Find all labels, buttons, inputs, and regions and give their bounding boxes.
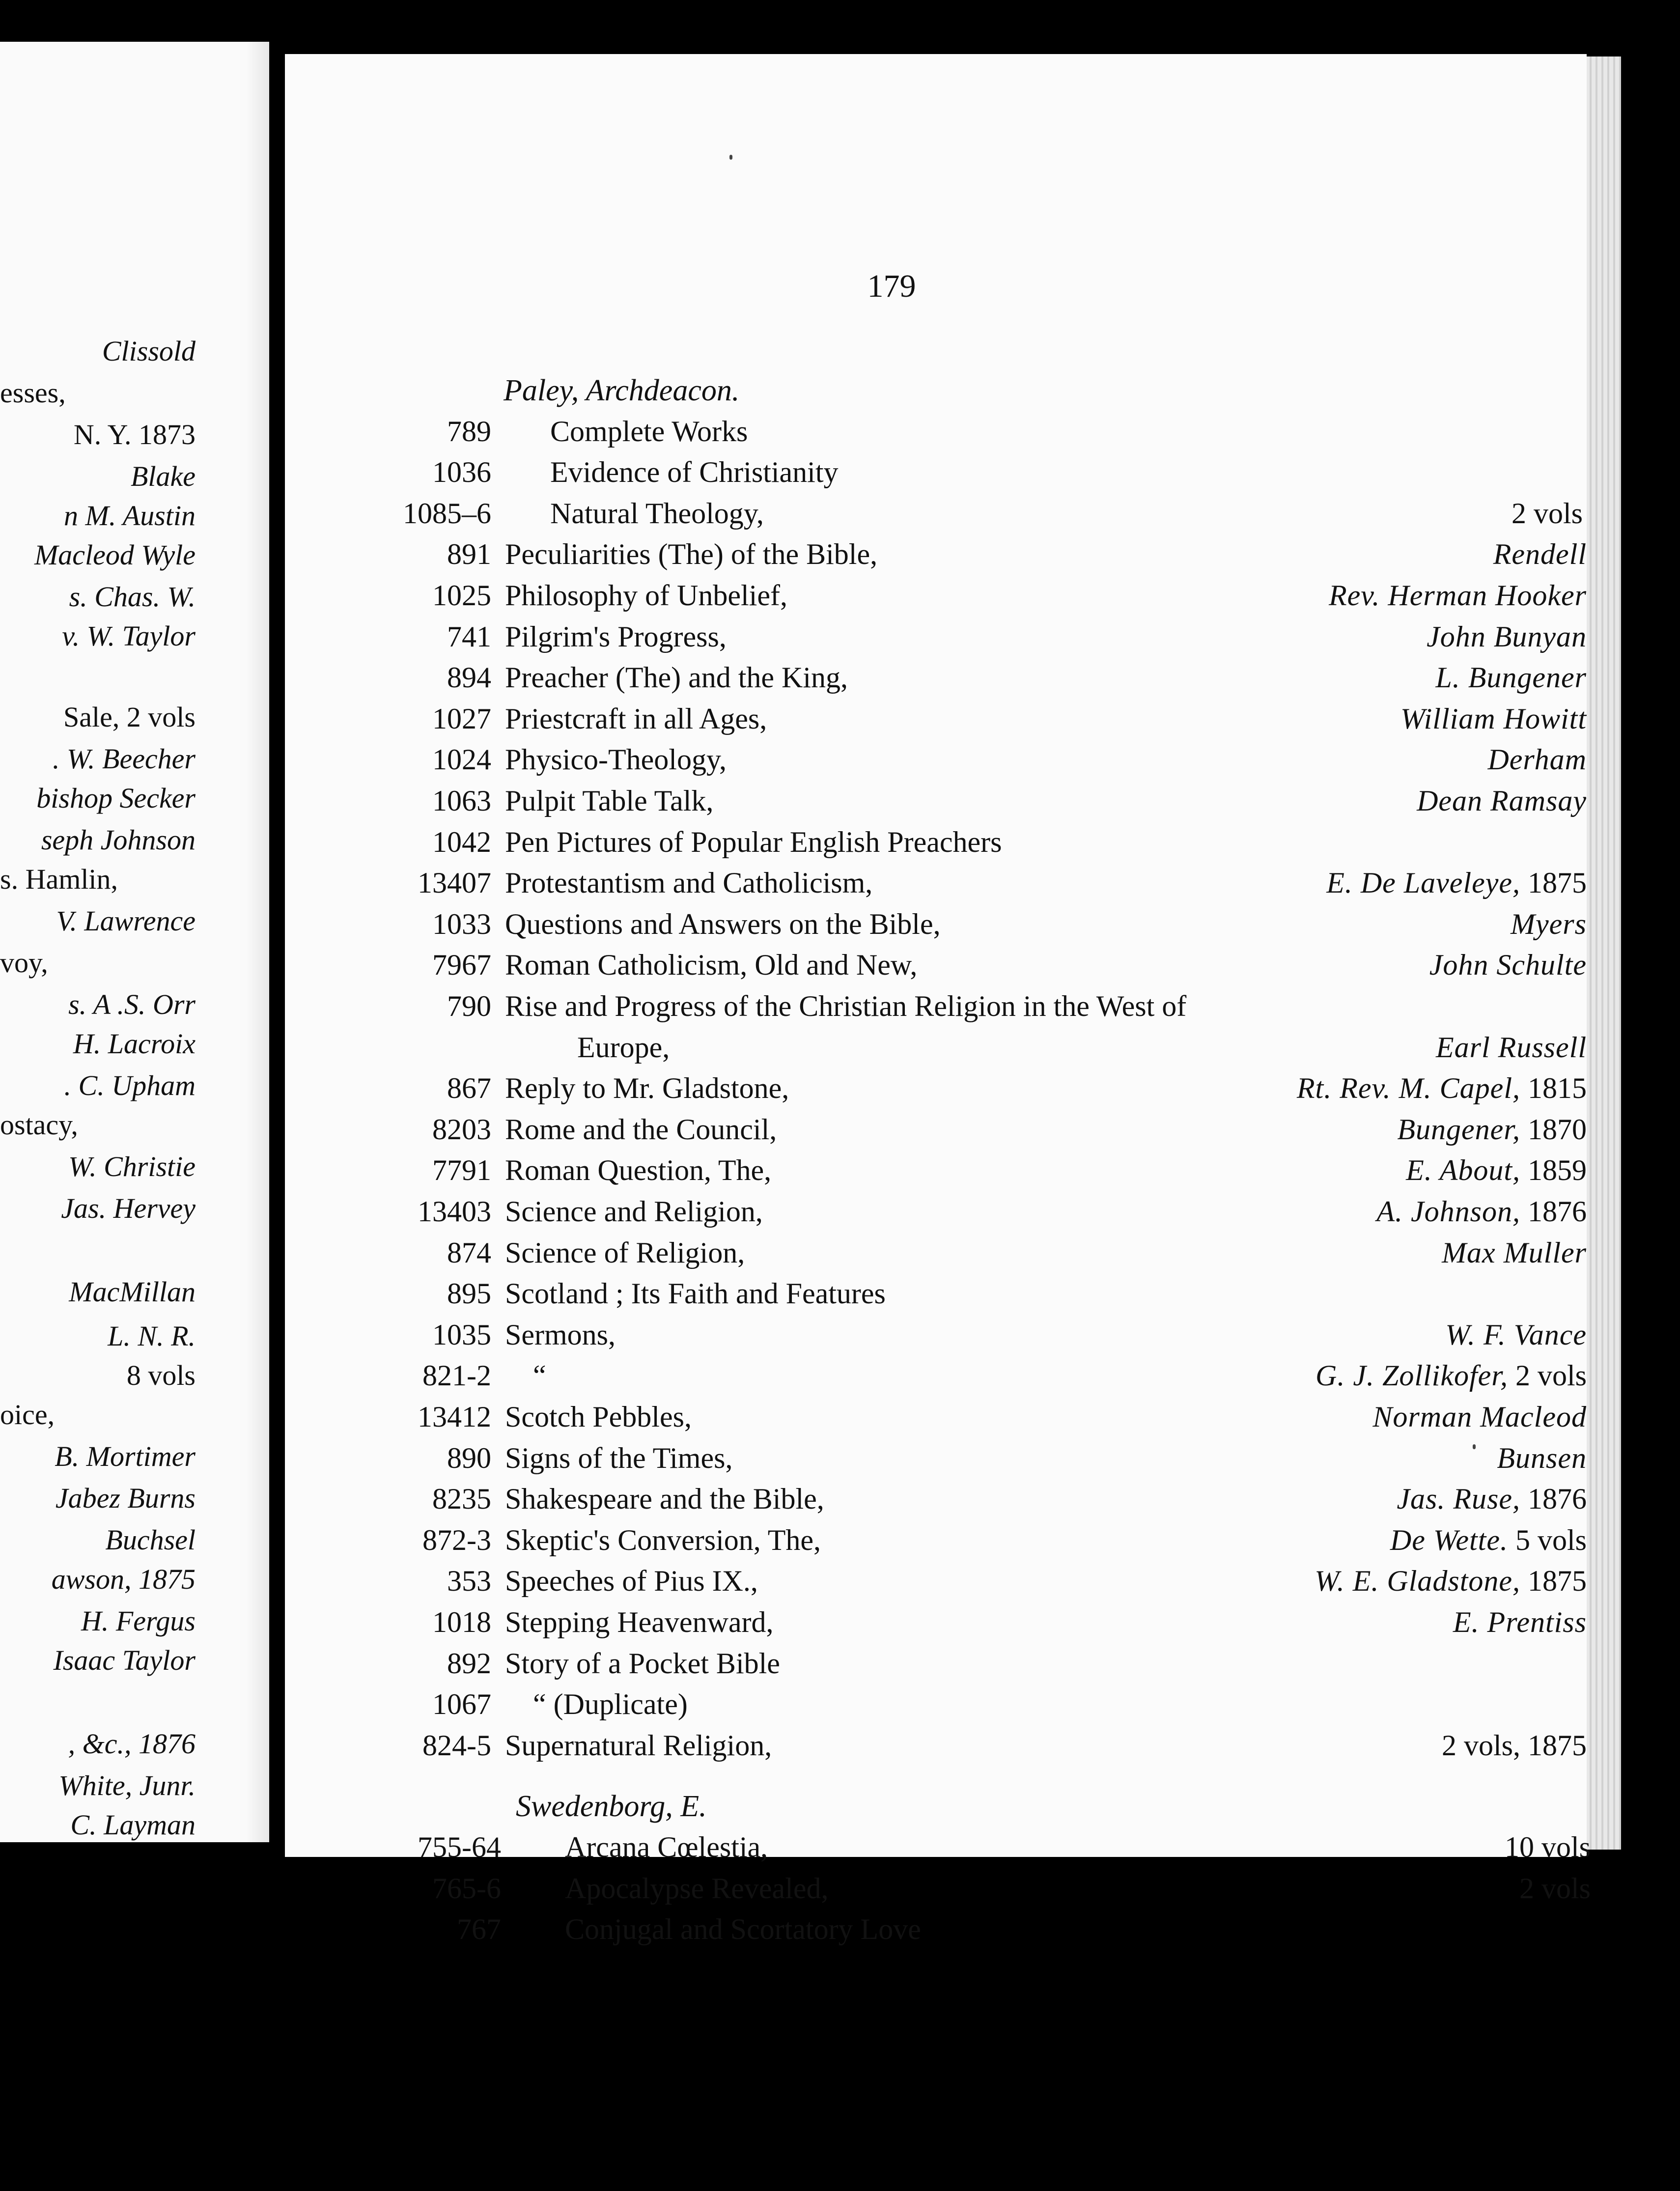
author-detail: 5 vols [1508,1523,1587,1556]
entry-author [1487,743,1587,777]
facing-page-line: oice, [0,1399,55,1431]
entry-title: Philosophy of Unbelief, [505,579,787,612]
author-detail: 2 vols [1519,1872,1591,1905]
catalogue-number: 1033 [432,907,491,940]
entry-author [1442,1236,1587,1270]
catalogue-number: 1035 [432,1318,491,1351]
entry-author [1397,1113,1587,1147]
catalogue-number: 1085–6 [403,497,491,530]
catalogue-number: 1042 [432,825,491,858]
catalogue-entry [285,1482,1587,1523]
author-name: De Wette. [1390,1523,1508,1556]
catalogue-number: 874 [447,1236,491,1269]
catalogue-number: 13403 [418,1195,491,1228]
catalogue-entry [285,1153,1587,1195]
author-detail: 1876 [1520,1195,1587,1228]
ink-speck [729,155,732,160]
entry-author [1397,1482,1587,1516]
catalogue-entry [285,1872,1591,1913]
facing-page-line: C. Layman [70,1809,196,1841]
entry-author [1429,948,1587,982]
facing-page-line: . C. Upham [64,1069,196,1101]
facing-page-line: esses, [0,377,66,409]
catalogue-number: 821-2 [422,1359,491,1392]
facing-page-line: Blake [130,460,196,492]
catalogue-entry [285,1830,1591,1872]
catalogue-entry [285,1277,1587,1318]
author-name: Derham [1487,743,1587,776]
catalogue-entry [285,907,1587,949]
entry-author [1453,1605,1587,1639]
entry-title: Signs of the Times, [505,1441,733,1474]
catalogue-entry [285,1195,1587,1236]
entry-author [1442,1729,1587,1763]
author-name: L. Bungener [1435,661,1587,694]
catalogue-number: 867 [447,1072,491,1105]
catalogue-entry [285,784,1587,825]
catalogue-page [285,54,1591,1946]
facing-page-line: Sale, 2 vols [63,701,196,733]
entry-title: Complete Works [550,415,748,448]
catalogue-number: 872-3 [422,1523,491,1556]
author-name: Rendell [1493,538,1587,571]
facing-page-line: s. Chas. W. [69,581,196,613]
catalogue-number: 767 [457,1913,501,1946]
catalogue-entry [285,1359,1587,1400]
facing-page-line: bishop Secker [36,782,196,814]
entry-title: “ (Duplicate) [533,1688,688,1721]
entry-title: Physico-Theology, [505,743,727,776]
author-detail: 1870 [1520,1113,1587,1146]
catalogue-entry [285,1031,1587,1072]
facing-page-line: , &c., 1876 [68,1728,196,1760]
entry-title: Europe, [577,1031,670,1064]
entry-title: “ [533,1359,546,1392]
author-detail: 1815 [1520,1072,1587,1105]
catalogue-entry [285,1912,1587,1954]
entry-author [1512,497,1583,531]
catalogue-number: 755-64 [418,1831,501,1863]
author-name: Bunsen [1497,1441,1587,1474]
catalogue-entry [285,537,1587,579]
page-number: 179 [867,268,916,304]
catalogue-number: 1063 [432,785,491,817]
facing-page-line: Isaac Taylor [53,1644,196,1676]
catalogue-entry [285,743,1587,784]
author-name: Dean Ramsay [1417,785,1587,817]
entry-author [1315,1564,1587,1598]
catalogue-entry [285,1071,1587,1113]
author-detail: 1875 [1520,1565,1587,1598]
facing-page-line: v. W. Taylor [62,620,196,652]
entry-title: Reply to Mr. Gladstone, [505,1072,789,1105]
facing-page-line: ostacy, [0,1109,78,1141]
catalogue-number: 353 [447,1565,491,1598]
entry-title: Shakespeare and the Bible, [505,1483,824,1516]
entry-author [1493,537,1587,571]
author-detail: 2 vols, 1875 [1441,1729,1587,1762]
author-name: Myers [1511,907,1587,940]
catalogue-number: 789 [447,415,491,448]
author-name: Bungener, [1397,1113,1520,1146]
entry-title: Speeches of Pius IX., [505,1565,758,1598]
catalogue-number: 765-6 [432,1872,501,1905]
author-name: W. E. Gladstone, [1315,1565,1520,1598]
catalogue-entry [285,1523,1587,1565]
catalogue-number: 1036 [432,456,491,489]
entry-author [1436,1031,1587,1065]
facing-page-line: s. A .S. Orr [68,988,196,1020]
catalogue-number: 890 [447,1441,491,1474]
catalogue-number: 790 [447,990,491,1022]
author-name: A. Johnson, [1376,1195,1520,1228]
author-name: Rev. Herman Hooker [1328,579,1587,612]
author-name: Jas. Ruse, [1397,1483,1520,1516]
catalogue-entry [285,1687,1587,1729]
catalogue-entry [285,989,1587,1031]
entry-title: Story of a Pocket Bible [505,1647,780,1680]
author-name: G. J. Zollikofer, [1315,1359,1508,1392]
entry-title: Skeptic's Conversion, The, [505,1523,821,1556]
catalogue-number: 8235 [432,1483,491,1516]
facing-page-line: H. Lacroix [73,1028,196,1060]
author-detail: 10 vols [1504,1831,1591,1863]
author-name: E. Prentiss [1453,1606,1587,1638]
catalogue-entry [285,1647,1587,1688]
entry-author [1297,1071,1587,1105]
entry-title: Stepping Heavenward, [505,1606,774,1638]
entry-author [1497,1441,1587,1475]
entry-author [1400,702,1587,736]
facing-page-line: Clissold [102,335,196,367]
catalogue-entry [285,455,1587,497]
facing-page-line: n M. Austin [64,500,196,532]
facing-page-line: voy, [0,947,48,979]
catalogue-number: 1025 [432,579,491,612]
author-name: W. F. Vance [1445,1318,1587,1351]
entry-title: Roman Catholicism, Old and New, [505,949,918,982]
author-name: Norman Macleod [1372,1401,1587,1433]
catalogue-number: 13412 [418,1401,491,1433]
entry-title: Arcana Cœlestia, [565,1831,768,1863]
entry-author [1511,907,1587,941]
catalogue-entry [285,702,1587,743]
facing-page-line: 8 vols [126,1359,196,1391]
catalogue-entry [285,661,1587,702]
catalogue-entry [285,1729,1587,1770]
facing-page-line: N. Y. 1873 [73,419,196,450]
entry-author [1505,1830,1591,1864]
entry-author [1445,1318,1587,1352]
facing-page-line: awson, 1875 [51,1563,196,1595]
author-name: E. De Laveleye, [1326,867,1520,899]
facing-page-line: White, Junr. [58,1770,196,1801]
facing-page-line: s. Hamlin, [0,863,118,895]
facing-page-line: H. Fergus [81,1605,196,1637]
facing-page-line: Jabez Burns [55,1482,196,1514]
entry-author [1376,1195,1587,1229]
catalogue-number: 1027 [432,702,491,735]
catalogue-entry [285,825,1587,867]
author-name: Max Muller [1442,1236,1587,1269]
catalogue-number: 7967 [432,949,491,982]
entry-title: Scotch Pebbles, [505,1401,692,1433]
author-name: John Bunyan [1427,620,1587,653]
facing-page-line: L. N. R. [108,1320,196,1352]
entry-title: Natural Theology, [550,497,764,530]
catalogue-number: 1024 [432,743,491,776]
catalogue-number: 824-5 [422,1729,491,1762]
author-detail: 2 vols [1508,1359,1587,1392]
entry-title: Apocalypse Revealed, [565,1872,829,1905]
catalogue-number: 891 [447,538,491,571]
facing-page-line: Buchsel [105,1524,196,1556]
catalogue-number: 894 [447,661,491,694]
author-name: Earl Russell [1436,1031,1587,1064]
entry-author [1316,1359,1587,1393]
entry-author [1427,620,1587,654]
entry-author [1326,866,1587,900]
catalogue-number: 8203 [432,1113,491,1146]
facing-page-line: B. Mortimer [55,1440,196,1472]
author-name: John Schulte [1429,949,1587,982]
facing-page-line: Macleod Wyle [34,539,196,571]
facing-page-line: . W. Beecher [53,743,196,775]
catalogue-number: 895 [447,1277,491,1310]
author-detail: 1876 [1520,1483,1587,1516]
entry-author [1372,1400,1587,1434]
entry-title: Peculiarities (The) of the Bible, [505,538,878,571]
facing-page-line: V. Lawrence [56,905,196,937]
author-detail: 1875 [1520,867,1587,899]
entry-title: Science of Religion, [505,1236,745,1269]
author-detail: 1859 [1520,1154,1587,1187]
catalogue-entry [285,1564,1587,1605]
catalogue-entry [285,497,1587,538]
entry-title: Scotland ; Its Faith and Features [505,1277,886,1310]
entry-author [1390,1523,1587,1557]
facing-page-line: W. Christie [68,1151,196,1182]
entry-title: Roman Question, The, [505,1154,772,1187]
catalogue-number: 7791 [432,1154,491,1187]
catalogue-entry [285,1605,1587,1647]
entry-title: Rome and the Council, [505,1113,777,1146]
catalogue-number: 1067 [432,1688,491,1721]
entry-title: Pen Pictures of Popular English Preachers [505,825,1002,858]
catalogue-entry [285,1441,1587,1483]
facing-page-line: Jas. Hervey [61,1192,196,1224]
entry-title: Supernatural Religion, [505,1729,772,1762]
entry-author [1417,784,1587,818]
catalogue-entry [285,415,1587,456]
facing-page [0,42,269,1842]
catalogue-entry [285,1318,1587,1359]
catalogue-entry [285,1400,1587,1441]
catalogue-number: 741 [447,620,491,653]
entry-title: Rise and Progress of the Christian Religion in the West of [505,990,1187,1022]
entry-title: Protestantism and Catholicism, [505,867,873,899]
entry-title: Priestcraft in all Ages, [505,702,767,735]
author-detail: 2 vols [1511,497,1583,530]
catalogue-entry [285,1113,1587,1154]
entry-title: Evidence of Christianity [550,456,839,489]
author-name: William Howitt [1400,702,1587,735]
entry-title: Science and Religion, [505,1195,763,1228]
entry-title: Conjugal and Scortatory Love [565,1913,921,1946]
catalogue-entry [285,948,1587,989]
entry-title: Preacher (The) and the King, [505,661,848,694]
catalogue-number: 13407 [418,867,491,899]
entry-author [1435,661,1587,695]
author-name: E. About, [1406,1154,1520,1187]
entry-author [1519,1872,1591,1906]
entry-title: Questions and Answers on the Bible, [505,907,941,940]
entry-title: Pilgrim's Progress, [505,620,727,653]
entry-author [1406,1153,1587,1187]
entry-title: Pulpit Table Talk, [505,785,714,817]
section-heading: Swedenborg, E. [516,1790,707,1824]
facing-page-line: MacMillan [69,1276,196,1308]
entry-author [1329,579,1587,613]
catalogue-entry [285,620,1587,661]
facing-page-line: seph Johnson [41,824,196,856]
author-name: Rt. Rev. M. Capel, [1296,1072,1520,1105]
catalogue-entry [285,866,1587,907]
section-heading: Paley, Archdeacon. [504,374,740,407]
catalogue-entry [285,1236,1587,1277]
catalogue-entry [285,579,1587,620]
gutter-shadow [246,42,269,1842]
entry-title: Sermons, [505,1318,616,1351]
catalogue-number: 1018 [432,1606,491,1638]
ink-speck [1473,1444,1476,1449]
catalogue-number: 892 [447,1647,491,1680]
